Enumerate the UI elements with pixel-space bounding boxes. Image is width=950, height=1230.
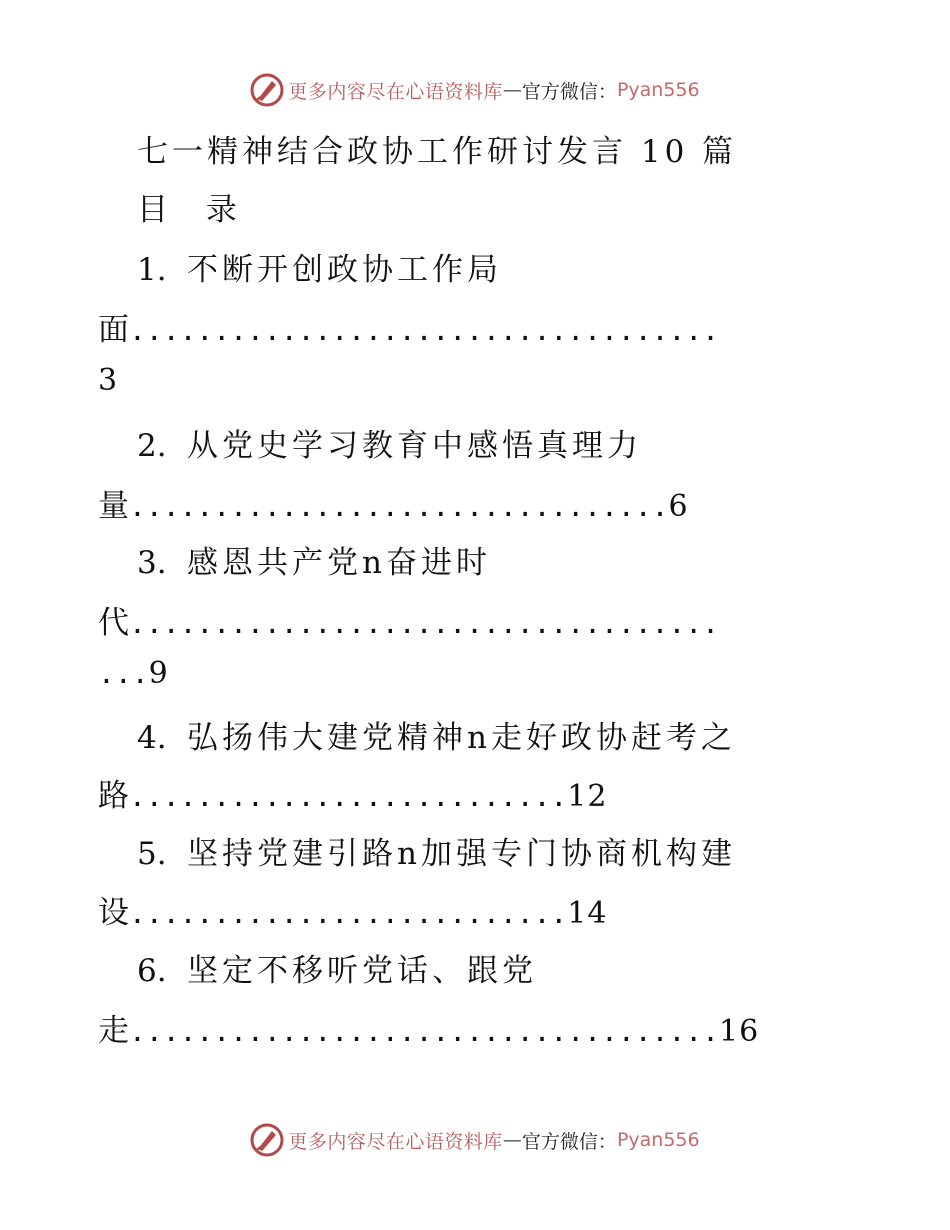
toc-entry-dots-continued: ...	[98, 657, 149, 690]
quill-logo-icon	[250, 73, 284, 107]
banner-wechat-label: 官方微信：	[521, 80, 617, 103]
toc-entry-text: 感恩共产党n奋进时	[187, 545, 491, 581]
toc-entry-3-page-line	[98, 655, 169, 691]
toc-entry-number: 1.	[137, 252, 167, 288]
toc-entry-dots: ...................................	[129, 314, 720, 347]
toc-entry-1-leader	[98, 304, 719, 349]
toc-entry-4-title[interactable]	[137, 712, 736, 757]
banner-separator: —	[502, 1129, 522, 1151]
document-title: 七一精神结合政协工作研讨发言 10 篇	[137, 134, 738, 170]
toc-entry-page: 12	[567, 779, 608, 814]
header-banner	[0, 70, 950, 110]
toc-entry-text: 弘扬伟大建党精神n走好政协赶考之	[187, 720, 736, 756]
footer-banner	[0, 1120, 950, 1160]
toc-entry-2-title[interactable]	[137, 420, 642, 465]
toc-entry-number: 5.	[137, 836, 167, 872]
toc-entry-text: 坚持党建引路n加强专门协商机构建	[187, 836, 736, 872]
banner-wechat-label: 官方微信：	[521, 1130, 617, 1153]
toc-entry-number: 2.	[137, 428, 167, 464]
toc-entry-dots: ..........................	[129, 780, 568, 813]
toc-entry-tail-char: 代	[98, 605, 129, 641]
toc-entry-page: 16	[719, 1014, 760, 1049]
toc-entry-number: 6.	[137, 953, 167, 989]
toc-label: 目 录	[137, 192, 251, 228]
toc-entry-tail-char: 面	[98, 312, 129, 348]
toc-entry-dots: ................................	[129, 490, 669, 523]
toc-entry-3-title[interactable]	[137, 537, 491, 582]
toc-entry-page: 9	[148, 656, 169, 691]
toc-entry-page: 14	[567, 896, 608, 931]
banner-text: 更多内容尽在心语资料库	[288, 1130, 503, 1153]
toc-entry-tail-char: 量	[98, 488, 129, 524]
banner-text: 更多内容尽在心语资料库	[288, 80, 503, 103]
toc-entry-dots: ...................................	[129, 1015, 720, 1048]
toc-entry-2-leader	[98, 480, 689, 525]
toc-entry-text: 坚定不移听党话、跟党	[187, 953, 537, 989]
toc-entry-dots: ...................................	[129, 607, 720, 640]
toc-entry-6-leader	[98, 1005, 759, 1050]
banner-separator: —	[502, 79, 522, 101]
toc-entry-tail-char: 设	[98, 895, 129, 931]
toc-entry-page: 6	[668, 489, 689, 524]
toc-entry-3-leader	[98, 597, 719, 642]
toc-entry-dots: ..........................	[129, 897, 568, 930]
toc-entry-tail-char: 路	[98, 778, 129, 814]
toc-entry-1-title[interactable]	[137, 244, 502, 289]
toc-entry-4-leader	[98, 770, 607, 815]
banner-wechat-id: Pyan556	[616, 1129, 700, 1151]
quill-logo-icon	[250, 1123, 284, 1157]
toc-entry-tail-char: 走	[98, 1013, 129, 1049]
toc-entry-number: 4.	[137, 720, 167, 756]
banner-wechat-id: Pyan556	[616, 79, 700, 101]
toc-entry-5-leader	[98, 887, 607, 932]
toc-entry-text: 从党史学习教育中感悟真理力	[187, 428, 642, 464]
toc-entry-5-title[interactable]	[137, 828, 736, 873]
toc-entry-6-title[interactable]	[137, 945, 537, 990]
toc-entry-1-page-line	[98, 362, 118, 398]
toc-entry-text: 不断开创政协工作局	[187, 252, 502, 288]
toc-entry-page: 3	[98, 363, 119, 398]
toc-entry-number: 3.	[137, 545, 167, 581]
